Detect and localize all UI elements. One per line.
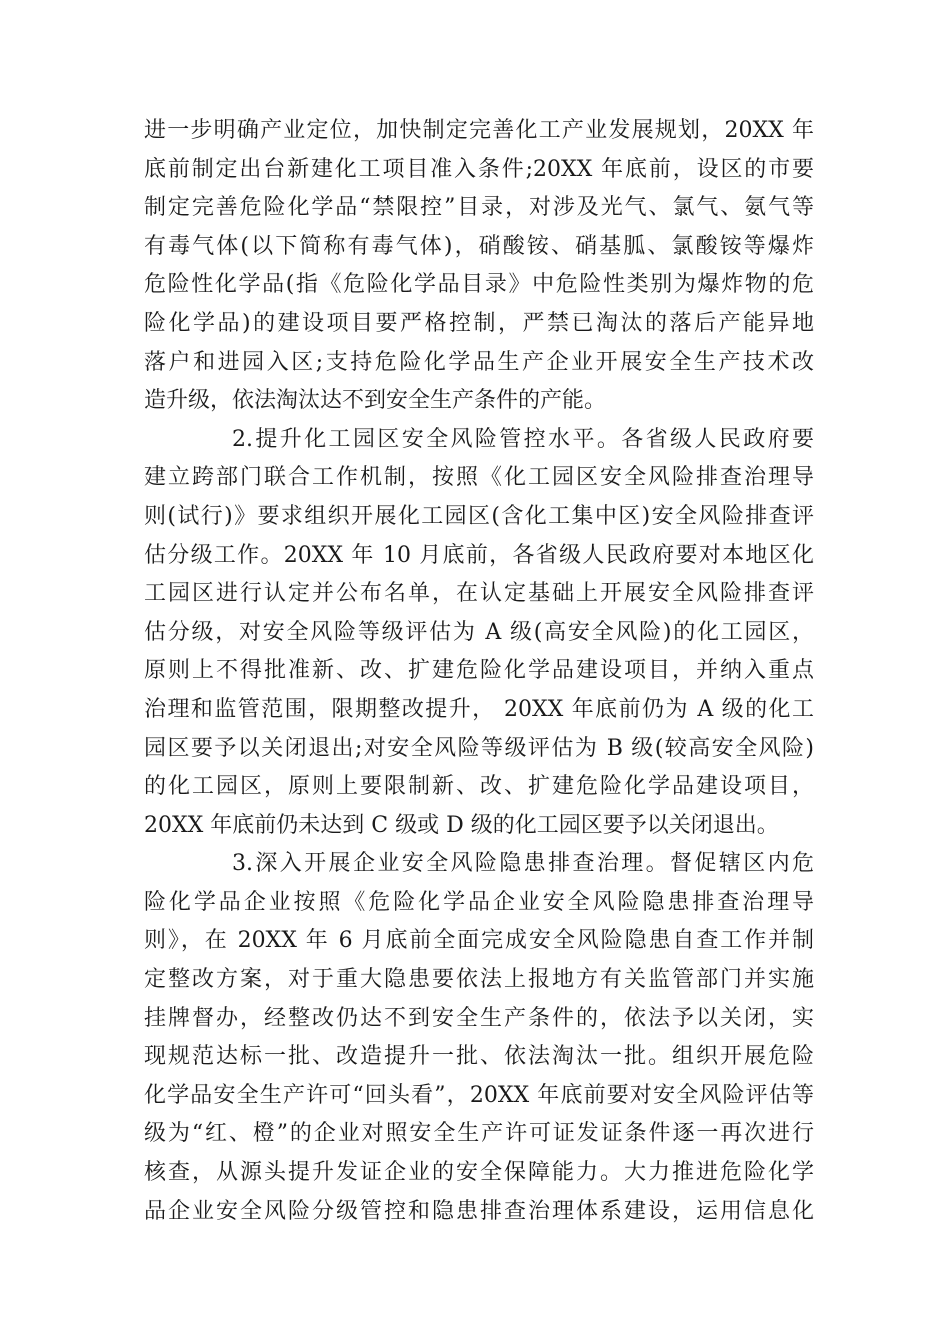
text-line: 造升级，依法淘汰达不到安全生产条件的产能。: [144, 388, 607, 414]
text-line: 化学品安全生产许可“回头看”，20XX 年底前要对安全风险评估等: [144, 1082, 814, 1108]
text-line: 则》，在 20XX 年 6 月底前全面完成安全风险隐患自查工作并制: [144, 928, 814, 954]
text-line: 底前制定出台新建化工项目准入条件;20XX 年底前，设区的市要: [144, 156, 814, 182]
text-line: 工园区进行认定并公布名单，在认定基础上开展安全风险排查评: [144, 581, 814, 607]
text-line: 3.深入开展企业安全风险隐患排查治理。督促辖区内危: [232, 851, 814, 877]
paragraph-3: [144, 845, 814, 1231]
text-line: 品企业安全风险分级管控和隐患排查治理体系建设，运用信息化: [144, 1198, 814, 1224]
paragraph-2: [144, 421, 814, 846]
text-line: 制定完善危险化学品“禁限控”目录，对涉及光气、氯气、氨气等: [144, 195, 814, 221]
text-line: 有毒气体(以下简称有毒气体)，硝酸铵、硝基胍、氯酸铵等爆炸: [144, 233, 814, 259]
text-line: 级为“红、橙”的企业对照安全生产许可证发证条件逐一再次进行: [144, 1121, 814, 1147]
text-line: 核查，从源头提升发证企业的安全保障能力。大力推进危险化学: [144, 1160, 814, 1186]
text-line: 估分级，对安全风险等级评估为 A 级(高安全风险)的化工园区，: [144, 619, 814, 645]
text-line: 2.提升化工园区安全风险管控水平。各省级人民政府要: [232, 426, 814, 452]
text-line: 险化学品企业按照《危险化学品企业安全风险隐患排查治理导: [144, 889, 814, 915]
text-line: 定整改方案，对于重大隐患要依法上报地方有关监管部门并实施: [144, 967, 814, 993]
text-line: 则(试行)》要求组织开展化工园区(含化工集中区)安全风险排查评: [144, 503, 814, 529]
text-line: 原则上不得批准新、改、扩建危险化学品建设项目，并纳入重点: [144, 658, 814, 684]
text-line: 园区要予以关闭退出;对安全风险等级评估为 B 级(较高安全风险): [144, 735, 814, 761]
text-line: 治理和监管范围，限期整改提升， 20XX 年底前仍为 A 级的化工: [144, 696, 814, 722]
text-line: 20XX 年底前仍未达到 C 级或 D 级的化工园区要予以关闭退出。: [144, 812, 779, 838]
paragraph-1: [144, 112, 814, 421]
text-line: 危险性化学品(指《危险化学品目录》中危险性类别为爆炸物的危: [144, 272, 814, 298]
text-line: 挂牌督办，经整改仍达不到安全生产条件的，依法予以关闭，实: [144, 1005, 814, 1031]
body-text: [144, 112, 814, 1231]
text-line: 建立跨部门联合工作机制，按照《化工园区安全风险排查治理导: [144, 465, 814, 491]
text-line: 落户和进园入区;支持危险化学品生产企业开展安全生产技术改: [144, 349, 814, 375]
text-line: 进一步明确产业定位，加快制定完善化工产业发展规划，20XX 年: [144, 118, 814, 143]
text-line: 的化工园区，原则上要限制新、改、扩建危险化学品建设项目，: [144, 774, 814, 800]
text-line: 现规范达标一批、改造提升一批、依法淘汰一批。组织开展危险: [144, 1044, 814, 1070]
text-line: 险化学品)的建设项目要严格控制，严禁已淘汰的落后产能异地: [144, 310, 814, 336]
text-line: 估分级工作。20XX 年 10 月底前，各省级人民政府要对本地区化: [144, 542, 814, 568]
